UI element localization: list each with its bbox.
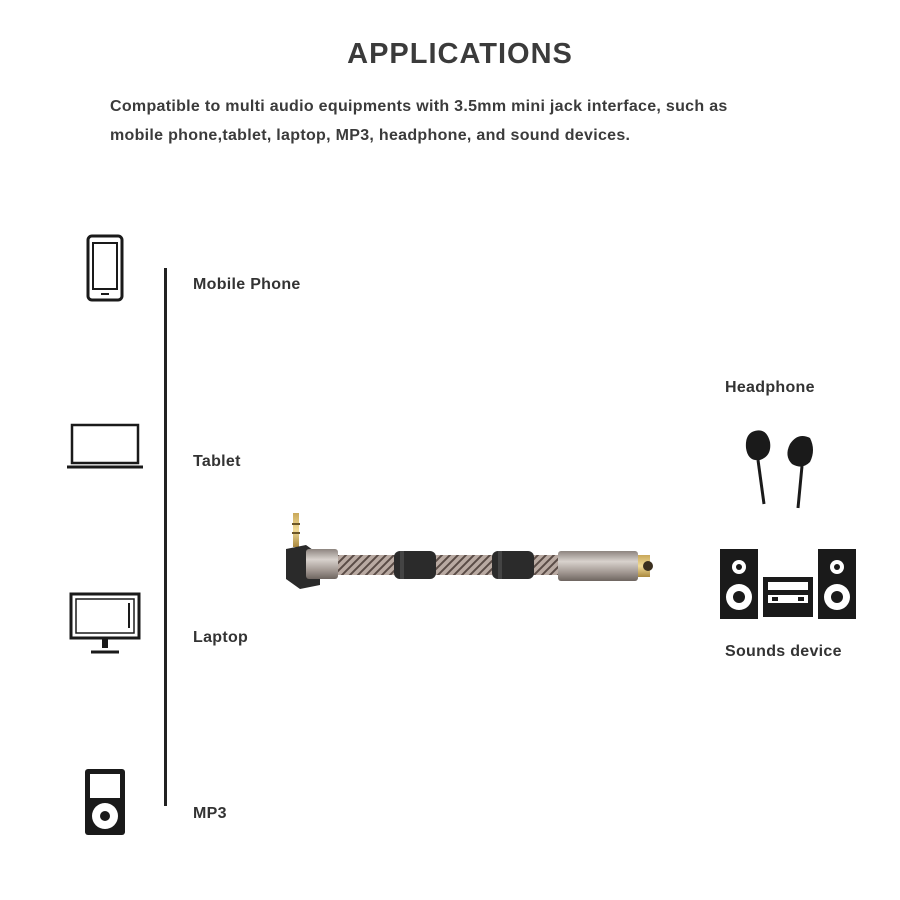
mobile-phone-icon — [86, 234, 124, 302]
label-mp3: MP3 — [193, 805, 227, 822]
stereo-system-icon — [719, 547, 857, 621]
audio-extension-cable — [276, 505, 686, 595]
earphones-icon — [742, 426, 820, 512]
label-tablet: Tablet — [193, 453, 241, 470]
label-sounds-device: Sounds device — [725, 643, 842, 660]
laptop-monitor-icon — [69, 592, 141, 656]
label-headphone: Headphone — [725, 379, 815, 396]
tablet-icon — [67, 423, 143, 469]
label-laptop: Laptop — [193, 629, 249, 646]
description-line-1: Compatible to multi audio equipments with 3.5mm mini jack interface, such as — [110, 98, 728, 115]
description-line-2: mobile phone,tablet, laptop, MP3, headphone, and sound devices. — [110, 127, 631, 144]
vertical-divider — [164, 268, 167, 806]
description — [110, 92, 870, 150]
mp3-player-icon — [84, 768, 126, 836]
label-mobile-phone: Mobile Phone — [193, 276, 301, 293]
page-title: APPLICATIONS — [347, 38, 573, 70]
